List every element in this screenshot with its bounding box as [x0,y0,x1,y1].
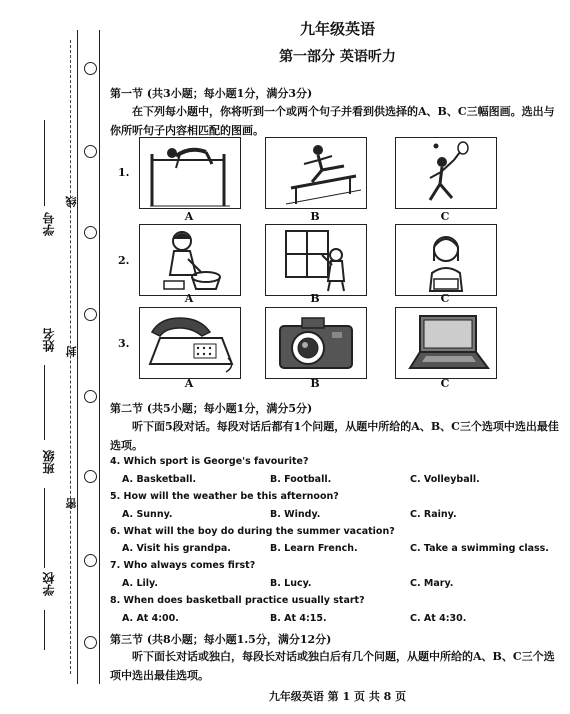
question-number: 1. [118,166,130,179]
exam-page [110,0,565,714]
punch-hole [84,145,97,158]
option-b: B. Windy. [270,509,321,520]
cut-line [70,40,71,674]
question-text: 5. How will the weather be this afternoon? [110,491,339,502]
option-c: C. Mary. [410,578,454,589]
question-text: 7. Who always comes first? [110,560,256,571]
option-label: C [440,210,450,223]
option-a: A. At 4:00. [122,613,179,624]
punch-hole [84,308,97,321]
hurdling-picture [265,137,367,209]
name-line [44,365,45,440]
student-number-line [44,120,45,206]
question-number: 2. [118,254,130,267]
margin-line [99,30,100,684]
margin-line [77,30,78,684]
seal-mark: 封 [65,346,78,357]
option-a: A. Basketball. [122,474,197,485]
reading-picture [395,224,497,296]
camera-picture [265,307,367,379]
washing-clothes-picture [139,224,241,296]
punch-hole [84,470,97,483]
laptop-picture [395,307,497,379]
option-c: C. Take a swimming class. [410,543,549,554]
question-text: 4. Which sport is George's favourite? [110,456,309,467]
punch-hole [84,636,97,649]
option-c: C. Rainy. [410,509,457,520]
tennis-picture [395,137,497,209]
punch-hole [84,226,97,239]
section2-instruction: 听下面5段对话。每段对话后都有1个问题，从题中所给的A、B、C三个选项中选出最佳选项。 [110,420,559,452]
option-c: C. At 4:30. [410,613,467,624]
option-label: A [184,210,194,223]
question-number: 3. [118,337,130,350]
exam-title: 九年级英语 [299,20,375,38]
section3-instruction: 听下面长对话或独白，每段长对话或独白后有几个问题，从题中所给的A、B、C三个选项中选出最佳选项。 [110,650,555,682]
option-a: A. Visit his grandpa. [122,543,231,554]
school-label: 学校 [42,572,56,596]
section1-title: 第一节 (共3小题；每小题1分，满分3分) [110,87,313,100]
question-text: 6. What will the boy do during the summer vacation? [110,526,395,537]
name-label: 姓名 [42,328,56,352]
high-jump-picture [139,137,241,209]
punch-hole [84,554,97,567]
option-b: B. Learn French. [270,543,358,554]
binding-margin [0,0,100,714]
secret-mark: 密 [65,498,78,509]
option-a: A. Lily. [122,578,158,589]
telephone-picture [139,307,241,379]
option-label: A [184,377,194,390]
option-label: C [440,292,450,305]
line-mark: 线 [65,196,78,207]
school-line [44,610,45,650]
section2-title: 第二节 (共5小题；每小题1分，满分5分) [110,402,313,415]
option-b: B. Lucy. [270,578,312,589]
page-footer: 九年级英语 第 1 页 共 8 页 [268,690,407,703]
option-c: C. Volleyball. [410,474,480,485]
option-b: B. At 4:15. [270,613,327,624]
question-text: 8. When does basketball practice usually start? [110,595,365,606]
option-label: A [184,292,194,305]
option-label: B [310,210,320,223]
option-label: B [310,292,320,305]
part-title: 第一部分 英语听力 [279,49,396,65]
option-a: A. Sunny. [122,509,173,520]
section3-title: 第三节 (共8小题；每小题1.5分，满分12分) [110,633,332,646]
option-b: B. Football. [270,474,332,485]
class-label: 班级 [42,450,56,474]
option-label: C [440,377,450,390]
student-number-label: 学号 [42,212,56,236]
option-label: B [310,377,320,390]
punch-hole [84,62,97,75]
window-cleaning-picture [265,224,367,296]
class-line [44,488,45,568]
punch-hole [84,390,97,403]
section1-instruction: 在下列每小题中，你将听到一个或两个句子并看到供选择的A、B、C三幅图画。选出与你所听句子内容相匹配的图画。 [110,105,555,137]
